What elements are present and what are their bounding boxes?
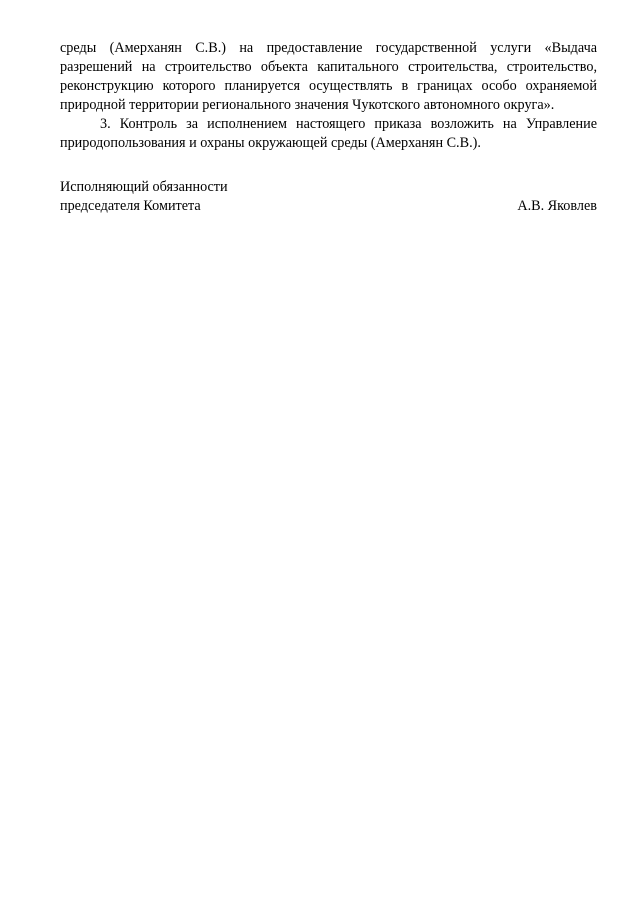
paragraph-3: 3. Контроль за исполнением настоящего приказа возложить на Управление природопользования и охраны окружающей среды (Амерханян С.В.). bbox=[60, 116, 597, 151]
document-body bbox=[60, 39, 597, 153]
signature-block bbox=[60, 178, 597, 216]
signatory-position-line2: председателя Комитета bbox=[60, 198, 201, 214]
signatory-name: А.В. Яковлев bbox=[517, 198, 597, 214]
signatory-position-line1: Исполняющий обязанности bbox=[60, 179, 228, 195]
paragraph-continuation: среды (Амерханян С.В.) на предоставление государственной услуги «Выдача разрешений на строительство объекта капитального строительства, строительство, реконструкцию которого планируется осуществлять в границах особо охраняемой природной территории регионального значения Чукотского автономного округа». bbox=[60, 40, 597, 113]
signature-row bbox=[60, 197, 597, 216]
